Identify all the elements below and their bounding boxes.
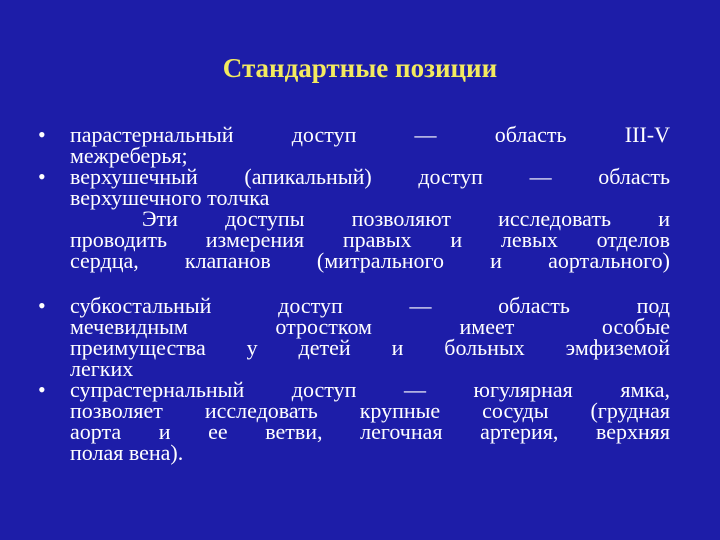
bullet-item-suprasternal [38, 379, 670, 463]
bullet-icon: • [38, 377, 46, 402]
text-line: межреберья; [70, 143, 188, 168]
bullet-icon: • [38, 164, 46, 189]
text-line: субкостальный доступ — область под [70, 293, 670, 318]
text-line: преимущества у детей и больных эмфиземой [70, 335, 670, 360]
text-line: легких [70, 356, 134, 381]
spacer [38, 271, 670, 295]
bullet-icon: • [38, 122, 46, 147]
bullet-item-parasternal [38, 124, 670, 166]
text-line: полая вена). [70, 440, 184, 465]
bullet-icon: • [38, 293, 46, 318]
note-paragraph [38, 208, 670, 271]
slide-title: Стандартные позиции [222, 53, 498, 83]
text-line: Эти доступы позволяют исследовать и [142, 206, 670, 231]
text-line: супрастернальный доступ — югулярная ямка, [70, 377, 670, 402]
bullet-item-subcostal [38, 295, 670, 379]
text-line: проводить измерения правых и левых отделов [70, 227, 670, 252]
text-line: аорта и ее ветви, легочная артерия, верхняя [70, 419, 670, 444]
text-line: сердца, клапанов (митрального и аортального) [70, 248, 670, 273]
text-line: верхушечного толчка [70, 185, 270, 210]
bullet-item-apical [38, 166, 670, 208]
text-line: позволяет исследовать крупные сосуды (грудная [70, 398, 670, 423]
text-line: парастернальный доступ — область III-V [70, 122, 670, 147]
slide-body [38, 124, 670, 463]
text-line: мечевидным отростком имеет особые [70, 314, 670, 339]
text-line: верхушечный (апикальный) доступ — область [70, 164, 670, 189]
